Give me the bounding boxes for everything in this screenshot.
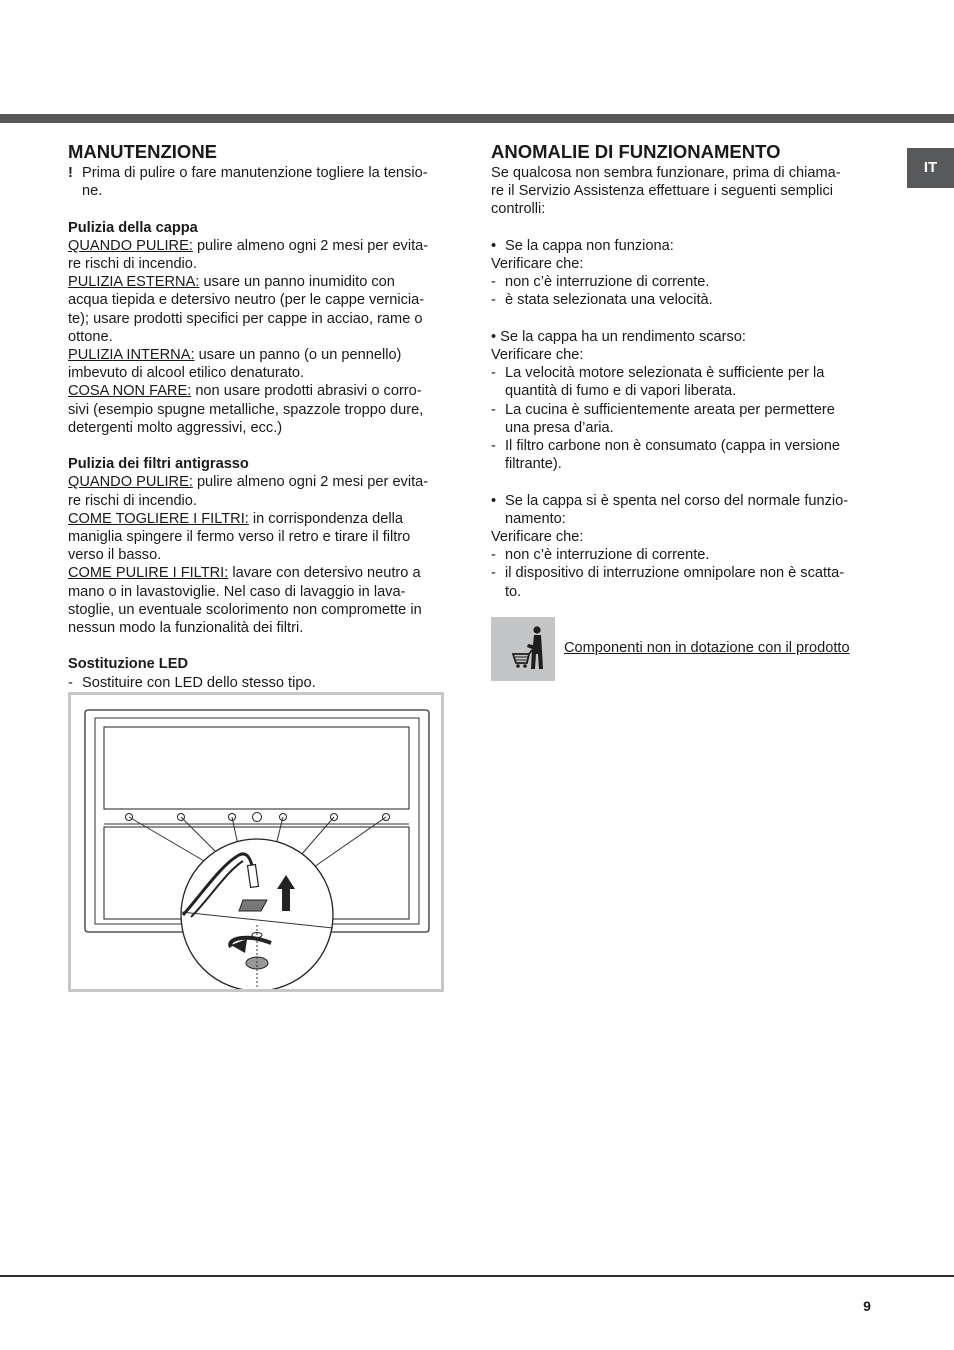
pulire-line: [68, 564, 448, 582]
togliere-line: maniglia spingere il fermo verso il retro e tirare il filtro: [68, 529, 411, 546]
case2-item-line: filtrante).: [505, 456, 562, 473]
intro-line: controlli:: [491, 201, 546, 218]
case2-item-line: una presa d’aria.: [505, 419, 614, 436]
dash-mark: -: [491, 292, 496, 309]
dash-mark: -: [491, 274, 496, 291]
manutenzione-title: MANUTENZIONE: [68, 141, 218, 162]
filtri-quando-line: re rischi di incendio.: [68, 492, 197, 509]
upper-panel: [104, 727, 409, 809]
check-label: Verificare che:: [491, 256, 584, 272]
case3-bullet: [491, 492, 866, 528]
togliere-label: COME TOGLIERE I FILTRI:: [68, 510, 249, 527]
case3-item-line: to.: [505, 583, 522, 600]
led-replacement-illustration: [71, 695, 441, 989]
accessory-note-text: Componenti non in dotazione con il prodotto: [564, 640, 850, 656]
check-label: Verificare che:: [491, 347, 584, 363]
filtri-heading: Pulizia dei filtri antigrasso: [68, 456, 249, 473]
dash-mark: -: [491, 365, 496, 382]
cappa-quando-line: [68, 237, 448, 255]
esterna-line: acqua tiepida e detersivo neutro (per le cappe vernicia-: [68, 292, 425, 309]
intro-line: Se qualcosa non sembra funzionare, prima di chiama-: [491, 165, 841, 181]
case1-item-text: non c’è interruzione di corrente.: [505, 274, 710, 291]
non-fare-line: sivi (esempio spugne metalliche, spazzole troppo dure,: [68, 401, 424, 418]
led-heading: Sostituzione LED: [68, 656, 188, 673]
pulire-line: nessun modo la funzionalità dei filtri.: [68, 620, 304, 637]
led-replacement-figure: [68, 692, 444, 992]
interna-label: PULIZIA INTERNA:: [68, 347, 195, 364]
cappa-quando-text: pulire almeno ogni 2 mesi per evita-: [192, 237, 429, 254]
warning-mark: !: [68, 165, 73, 181]
case1-text: Se la cappa non funziona:: [505, 237, 674, 254]
case2-item-line: La cucina è sufficientemente areata per permettere: [505, 401, 835, 418]
pulire-line: stoglie, un eventuale scolorimento non compromette in: [68, 601, 422, 618]
bullet-mark: •: [491, 492, 497, 509]
footer-rule: [0, 1275, 954, 1277]
case1-item: [491, 291, 866, 309]
intro-line: re il Servizio Assistenza effettuare i seguenti semplici: [491, 183, 834, 200]
led-spot: [253, 813, 262, 822]
togliere-text: in corrispondenza della: [248, 510, 403, 527]
non-fare-label: COSA NON FARE:: [68, 383, 192, 400]
case2-text: • Se la cappa ha un rendimento scarso:: [491, 328, 746, 345]
case3-line: namento:: [505, 510, 566, 527]
led-dash: -: [68, 674, 73, 691]
header-bar: [0, 114, 954, 123]
led-item: [68, 674, 448, 692]
anomalie-section: [491, 142, 866, 601]
page-number: 9: [863, 1298, 871, 1314]
cappa-quando-line: re rischi di incendio.: [68, 256, 197, 272]
language-tab: IT: [907, 148, 954, 188]
non-fare-text: non usare prodotti abrasivi o corro-: [191, 383, 422, 400]
case3-item-text: non c’è interruzione di corrente.: [505, 547, 710, 564]
manutenzione-section: [68, 142, 448, 692]
anomalie-title: ANOMALIE DI FUNZIONAMENTO: [491, 141, 781, 162]
togliere-line: [68, 510, 448, 528]
interna-line: [68, 346, 448, 364]
case1-item: [491, 273, 866, 291]
warning-line: ne.: [82, 183, 103, 200]
warning-line: Prima di pulire o fare manutenzione togliere la tensio-: [82, 165, 428, 181]
case1-item-text: è stata selezionata una velocità.: [505, 292, 713, 309]
cappa-quando-label: QUANDO PULIRE:: [68, 237, 193, 254]
warning-note: [68, 164, 448, 200]
case2-item-line: Il filtro carbone non è consumato (cappa in versione: [505, 438, 841, 455]
filtri-quando-text: pulire almeno ogni 2 mesi per evita-: [192, 474, 429, 491]
led-item-text: Sostituire con LED dello stesso tipo.: [82, 674, 316, 691]
interna-text: usare un panno (o un pennello): [194, 347, 402, 364]
case3-line: Se la cappa si è spenta nel corso del normale funzio-: [505, 492, 849, 509]
accessory-note: [491, 617, 871, 681]
dash-mark: -: [491, 438, 496, 455]
non-fare-line: detergenti molto aggressivi, ecc.): [68, 419, 283, 436]
dash-mark: -: [491, 547, 496, 564]
case3-item-line: il dispositivo di interruzione omnipolare non è scatta-: [505, 565, 845, 582]
esterna-line: [68, 273, 448, 291]
dash-mark: -: [491, 401, 496, 418]
case2-item: [491, 401, 866, 437]
filtri-quando-label: QUANDO PULIRE:: [68, 474, 193, 491]
case2-item: [491, 364, 866, 400]
check-label: Verificare che:: [491, 529, 584, 546]
esterna-line: te); usare prodotti specifici per cappe in acciao, rame o: [68, 310, 423, 327]
non-fare-line: [68, 382, 448, 400]
filtri-quando-line: [68, 473, 448, 491]
case2-item-line: La velocità motore selezionata è sufficiente per la: [505, 365, 825, 382]
esterna-label: PULIZIA ESTERNA:: [68, 274, 200, 291]
pulire-line: mano o in lavastoviglie. Nel caso di lavaggio in lava-: [68, 583, 406, 600]
pulire-text: lavare con detersivo neutro a: [228, 565, 421, 582]
cappa-heading: Pulizia della cappa: [68, 219, 198, 236]
pulire-label: COME PULIRE I FILTRI:: [68, 565, 229, 582]
case2-item: [491, 437, 866, 473]
togliere-line: verso il basso.: [68, 547, 162, 564]
esterna-line: ottone.: [68, 328, 113, 345]
interna-line: imbevuto di alcool etilico denaturato.: [68, 365, 305, 382]
dash-mark: -: [491, 565, 496, 582]
shopping-cart-person-icon: [491, 617, 555, 681]
case2-item-line: quantità di fumo e di vapori liberata.: [505, 383, 737, 400]
case1-bullet: [491, 237, 866, 255]
esterna-text: usare un panno inumidito con: [199, 274, 395, 291]
case3-item: [491, 546, 866, 564]
case3-item: [491, 564, 866, 600]
bullet-mark: •: [491, 237, 497, 254]
